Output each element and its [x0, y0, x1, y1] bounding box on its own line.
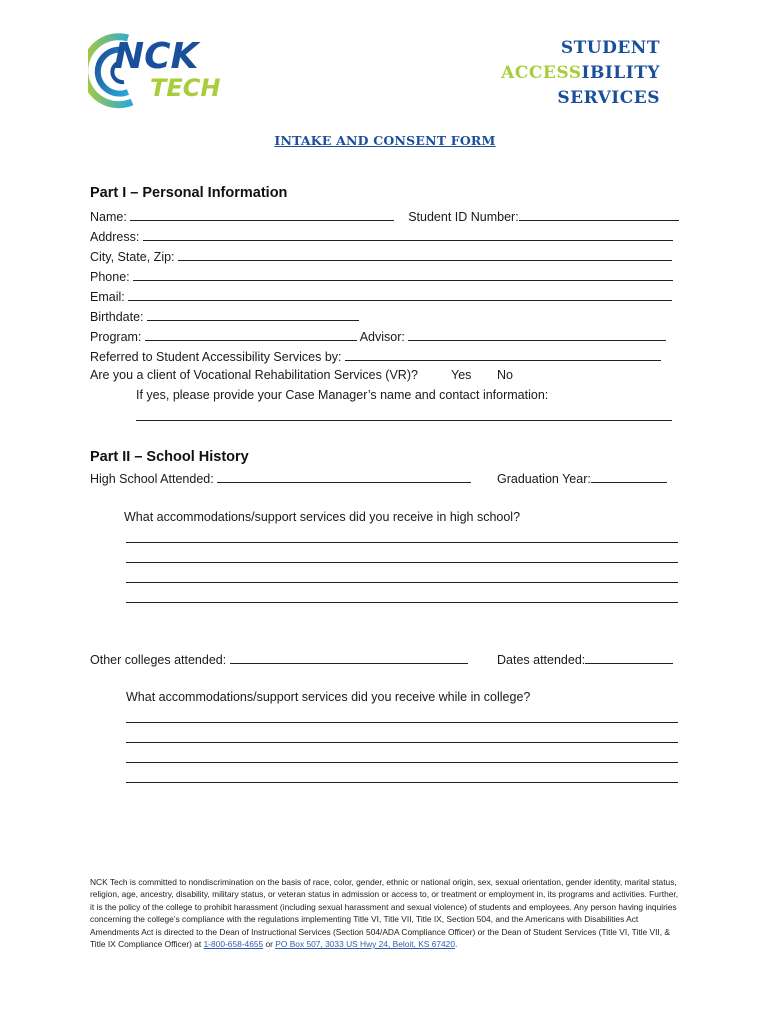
birthdate-field[interactable] [147, 308, 359, 321]
college-accommodations-line-2[interactable] [126, 742, 678, 743]
phone-row: Phone: [90, 268, 673, 284]
part1-title: Part I – Personal Information [90, 185, 288, 201]
phone-field[interactable] [133, 268, 673, 281]
high-school-field[interactable] [217, 470, 471, 483]
birthdate-row: Birthdate: [90, 308, 359, 324]
graduation-year-row: Graduation Year: [497, 470, 667, 486]
hs-accommodations-question: What accommodations/support services did you receive in high school? [124, 510, 521, 524]
program-field[interactable] [145, 328, 357, 341]
svg-text:TECH: TECH [150, 74, 221, 102]
referred-row: Referred to Student Accessibility Services by: [90, 348, 661, 364]
college-accommodations-line-4[interactable] [126, 782, 678, 783]
hs-accommodations-line-3[interactable] [126, 582, 678, 583]
other-colleges-field[interactable] [230, 651, 468, 664]
name-row: Name: Student ID Number: [90, 208, 679, 224]
city-state-zip-field[interactable] [178, 248, 672, 261]
case-manager-prompt: If yes, please provide your Case Manager’s name and contact information: [136, 388, 549, 402]
address-row: Address: [90, 228, 673, 244]
form-title: INTAKE AND CONSENT FORM [274, 133, 496, 148]
student-accessibility-services-heading: STUDENT ACCESSIBILITY SERVICES [501, 38, 660, 108]
vr-no-option[interactable]: No [497, 368, 513, 382]
dates-attended-row: Dates attended: [497, 651, 673, 667]
city-row: City, State, Zip: [90, 248, 672, 264]
advisor-field[interactable] [408, 328, 666, 341]
vr-question-row: Are you a client of Vocational Rehabilitation Services (VR)? [90, 368, 418, 382]
phone-link[interactable]: 1-800-658-4655 [203, 939, 264, 950]
referred-by-field[interactable] [345, 348, 661, 361]
hs-accommodations-line-1[interactable] [126, 542, 678, 543]
nck-tech-logo [88, 30, 258, 110]
case-manager-field[interactable] [136, 420, 672, 421]
name-field[interactable] [130, 208, 394, 221]
college-accommodations-question: What accommodations/support services did you receive while in college? [126, 690, 531, 704]
dates-attended-field[interactable] [585, 651, 673, 664]
hs-accommodations-line-2[interactable] [126, 562, 678, 563]
college-accommodations-line-1[interactable] [126, 722, 678, 723]
graduation-year-field[interactable] [591, 470, 667, 483]
address-field[interactable] [143, 228, 673, 241]
high-school-row: High School Attended: [90, 470, 471, 486]
email-row: Email: [90, 288, 672, 304]
hs-accommodations-line-4[interactable] [126, 602, 678, 603]
email-field[interactable] [128, 288, 672, 301]
program-row: Program: Advisor: [90, 328, 666, 344]
part2-title: Part II – School History [90, 449, 249, 465]
nondiscrimination-statement: NCK Tech is committed to nondiscrimination on the basis of race, color, gender, ethnic or national origin, sex, sexual orientation, gender identity, marital status, religion, age, ancestry, disability, military status, or veteran status in admission or access to, or treatment or employment in, its programs and activities. Further, it is the policy of the college to prohibit harassment (including sexual harassment and sexual violence) of students and employees. Any person having inquiries concerning the college’s compliance with the regulations implementing Title VI, Title VII, Title IX, Section 504, and the Americans with Disabilities Act Amendments Act is directed to the Dean of Instructional Services (Section 504/ADA Compliance Officer) or the Dean of Student Services (Title VI, Title VII, & Title IX Compliance Officer) at 1-800-658-4655 or PO Box 507, 3033 US Hwy 24, Beloit, KS 67420. [90, 877, 679, 950]
address-link[interactable]: PO Box 507, 3033 US Hwy 24, Beloit, KS 67420 [275, 939, 455, 950]
svg-text:NCK: NCK [114, 36, 199, 77]
other-colleges-row: Other colleges attended: [90, 651, 468, 667]
vr-yes-option[interactable]: Yes [451, 368, 472, 382]
college-accommodations-line-3[interactable] [126, 762, 678, 763]
student-id-field[interactable] [519, 208, 679, 221]
